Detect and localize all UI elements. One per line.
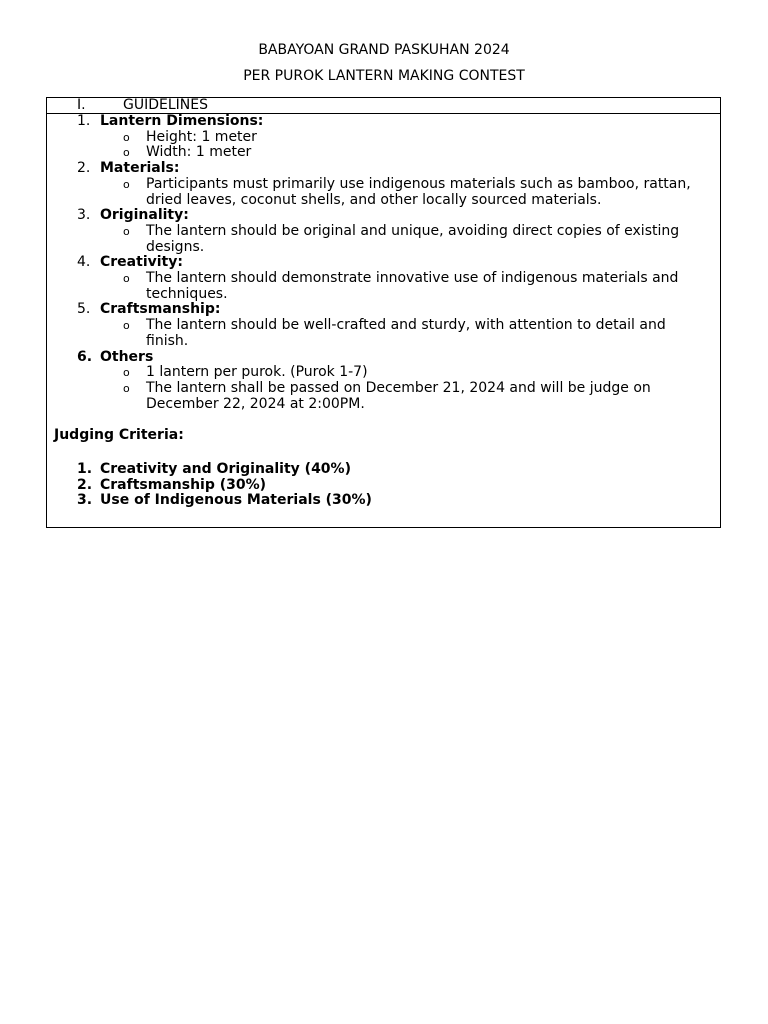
guideline-subitem: [47, 145, 720, 161]
guideline-item: [47, 302, 720, 318]
guideline-title: Materials:: [100, 160, 180, 177]
subitem-text: The lantern shall be passed on December 21, 2024 and will be judge on December 22, 2024 at 2:00PM.: [146, 379, 651, 412]
guidelines-list: [47, 114, 720, 509]
guideline-item: [47, 114, 720, 130]
judging-criteria-heading: Judging Criteria:: [54, 427, 184, 444]
subitem-text: Height: 1 meter: [146, 128, 257, 145]
criteria-item: [47, 478, 720, 494]
guideline-number: 2.: [77, 160, 91, 177]
guideline-title: Originality:: [100, 207, 189, 224]
guideline-title: Creativity:: [100, 254, 183, 271]
guideline-title: Others: [100, 348, 154, 365]
guideline-subitem: [47, 130, 720, 146]
guideline-item: [47, 255, 720, 271]
subitem-text: The lantern should be original and unique, avoiding direct copies of existing designs.: [146, 222, 680, 255]
subitem-text: Participants must primarily use indigenous materials such as bamboo, rattan, dried leaves, coconut shells, and other locally sourced materials.: [146, 175, 691, 208]
bullet-icon: o: [123, 319, 130, 333]
subitem-text: The lantern should be well-crafted and sturdy, with attention to detail and finish.: [146, 317, 666, 349]
criteria-text: Use of Indigenous Materials (30%): [100, 492, 372, 509]
bullet-icon: o: [123, 272, 130, 286]
guideline-subitem: [47, 318, 720, 349]
guideline-subitem: [47, 177, 720, 208]
guideline-subitem: [47, 271, 720, 302]
guidelines-box: [46, 97, 721, 528]
bullet-icon: o: [123, 381, 130, 395]
criteria-item: [47, 462, 720, 478]
section-number: I.: [77, 97, 86, 113]
bullet-icon: o: [123, 224, 130, 238]
document-subtitle: PER PUROK LANTERN MAKING CONTEST: [243, 68, 525, 84]
guideline-subitem: [47, 381, 720, 412]
section-header: [47, 98, 720, 114]
criteria-number: 3.: [77, 492, 93, 509]
guideline-number: 1.: [77, 113, 91, 129]
subitem-text: The lantern should demonstrate innovative use of indigenous materials and techniques.: [146, 270, 679, 302]
document-title: BABAYOAN GRAND PASKUHAN 2024: [258, 42, 510, 58]
section-label: GUIDELINES: [123, 97, 208, 113]
bullet-icon: o: [123, 130, 130, 144]
guideline-number: 3.: [77, 207, 91, 224]
guideline-title: Craftsmanship:: [100, 301, 221, 318]
criteria-number: 2.: [77, 476, 93, 493]
subitem-text: Width: 1 meter: [146, 144, 252, 161]
criteria-number: 1.: [77, 461, 93, 478]
guideline-number: 4.: [77, 254, 91, 271]
guideline-item: [47, 161, 720, 177]
criteria-text: Craftsmanship (30%): [100, 476, 267, 493]
guideline-subitem: [47, 224, 720, 255]
subitem-text: 1 lantern per purok. (Purok 1-7): [146, 364, 368, 381]
bullet-icon: o: [123, 177, 130, 191]
criteria-text: Creativity and Originality (40%): [100, 461, 351, 478]
guideline-item: [47, 208, 720, 224]
bullet-icon: o: [123, 146, 130, 160]
bullet-icon: o: [123, 366, 130, 380]
criteria-item: [47, 493, 720, 509]
guideline-item: [47, 350, 720, 366]
guideline-number: 5.: [77, 301, 91, 318]
guideline-number: 6.: [77, 348, 93, 365]
judging-criteria-list: [47, 462, 720, 509]
guideline-subitem: [47, 365, 720, 381]
guideline-title: Lantern Dimensions:: [100, 113, 264, 129]
